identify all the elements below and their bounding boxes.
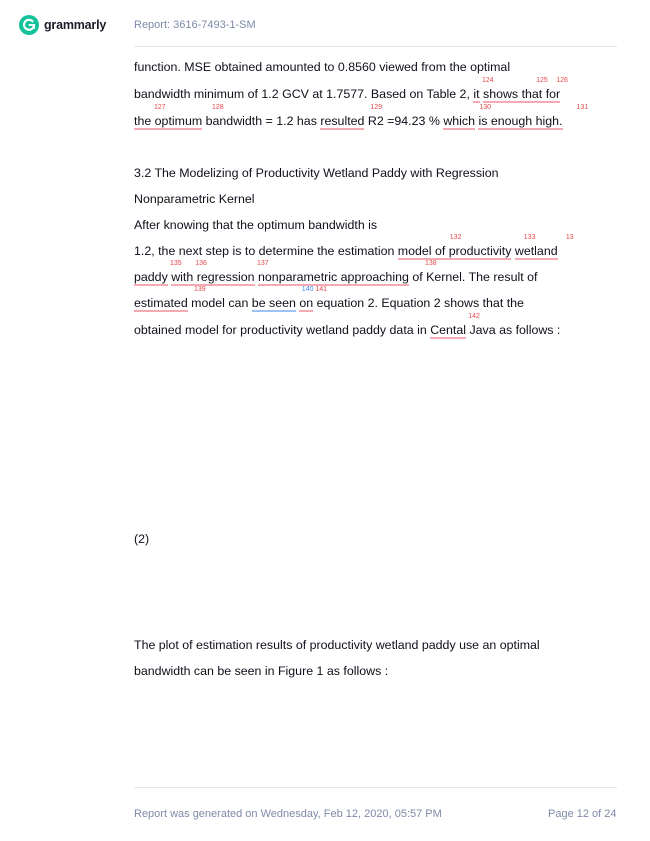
report-header <box>0 0 650 48</box>
suggestion-number: 131 <box>576 104 589 111</box>
suggestion-underline[interactable]: that 125 <box>518 77 548 101</box>
suggestion-number: 136 <box>195 260 207 267</box>
suggestion-number: 133 <box>523 234 536 241</box>
suggestion-underline[interactable]: the optimum 127 128 <box>134 104 224 128</box>
suggestion-number: 126 <box>556 77 568 84</box>
suggestion-underline[interactable]: is enough high. 131 <box>478 104 589 128</box>
section-heading: 3.2 The Modelizing of Productivity Wetland Paddy with Regression <box>134 166 499 180</box>
suggestion-number: 142 <box>468 313 480 320</box>
suggestion-number: 139 <box>194 286 206 293</box>
suggestion-number: 124 <box>482 77 494 84</box>
suggestion-underline[interactable]: be seen 140 <box>251 286 314 310</box>
suggestion-number: 141 <box>315 286 328 293</box>
suggestion-underline[interactable]: estimated 139 <box>134 286 206 310</box>
suggestion-number: 13 <box>565 234 574 241</box>
text-line: After knowing that the optimum bandwidth is <box>134 218 378 232</box>
equation-label: (2) <box>134 532 150 546</box>
suggestion-underline[interactable]: nonparametric approaching 137 138 <box>257 260 437 284</box>
text-line: 1.2, the next step is to determine the estimation model of productivity 132 133 wetland 13 <box>134 234 574 258</box>
suggestion-underline[interactable]: it <box>473 87 480 101</box>
suggestion-number: 125 <box>536 77 548 84</box>
suggestion-underline[interactable]: model of productivity 132 133 <box>397 234 536 258</box>
suggestion-number: 127 <box>154 104 166 111</box>
text-span: bandwidth minimum of 1.2 GCV at 1.7577. Based on Table 2, <box>134 87 474 101</box>
suggestion-number: 137 <box>257 260 269 267</box>
text-line: obtained model for productivity wetland paddy data in Cental 142 Java as follows : <box>134 313 561 337</box>
page-number: Page 12 of 24 <box>548 808 617 820</box>
suggestion-number: 130 <box>479 104 491 111</box>
suggestion-number: 129 <box>370 104 383 111</box>
header-divider <box>134 46 617 47</box>
suggestion-number: 138 <box>425 260 437 267</box>
suggestion-underline[interactable]: which 130 <box>443 104 491 128</box>
suggestion-underline[interactable]: resulted 129 <box>320 104 383 128</box>
suggestion-number: 140 <box>301 286 314 293</box>
suggestion-underline[interactable]: Cental 142 <box>430 313 480 337</box>
suggestion-underline[interactable]: on 141 <box>299 286 328 310</box>
text-line: paddy 135 with regression 136 nonparametric approaching 137 138 of Kernel. The result of <box>134 260 538 284</box>
suggestion-underline[interactable]: paddy 135 <box>134 260 182 284</box>
grammarly-logo <box>19 15 106 35</box>
text-line: The plot of estimation results of productivity wetland paddy use an optimal <box>134 638 540 652</box>
text-line: bandwidth can be seen in Figure 1 as follows : <box>134 664 389 678</box>
suggestion-number: 132 <box>449 234 462 241</box>
text-line: estimated 139 model can be seen 140 on 141 equation 2. Equation 2 shows that the <box>134 286 524 310</box>
suggestion-number: 128 <box>212 104 224 111</box>
logo-text: grammarly <box>44 18 107 32</box>
footer-divider <box>134 787 617 788</box>
grammarly-g-icon <box>19 15 39 35</box>
suggestion-underline[interactable]: shows 124 <box>482 77 519 101</box>
text-line: the optimum 127 128 bandwidth = 1.2 has resulted 129 R2 =94.23 % which 130 is enough high. 131 <box>134 104 589 128</box>
text-line: function. MSE obtained amounted to 0.8560 viewed from the optimal <box>134 60 511 74</box>
section-heading: Nonparametric Kernel <box>134 192 255 206</box>
suggestion-underline[interactable]: for 126 <box>542 77 568 101</box>
suggestion-underline[interactable]: with regression 136 <box>171 260 255 284</box>
suggestion-number: 135 <box>170 260 182 267</box>
report-generated-text: Report was generated on Wednesday, Feb 12, 2020, 05:57 PM <box>134 808 442 820</box>
suggestion-underline[interactable]: wetland 13 <box>514 234 574 258</box>
text-line <box>134 77 568 101</box>
report-id: Report: 3616-7493-1-SM <box>134 19 256 31</box>
